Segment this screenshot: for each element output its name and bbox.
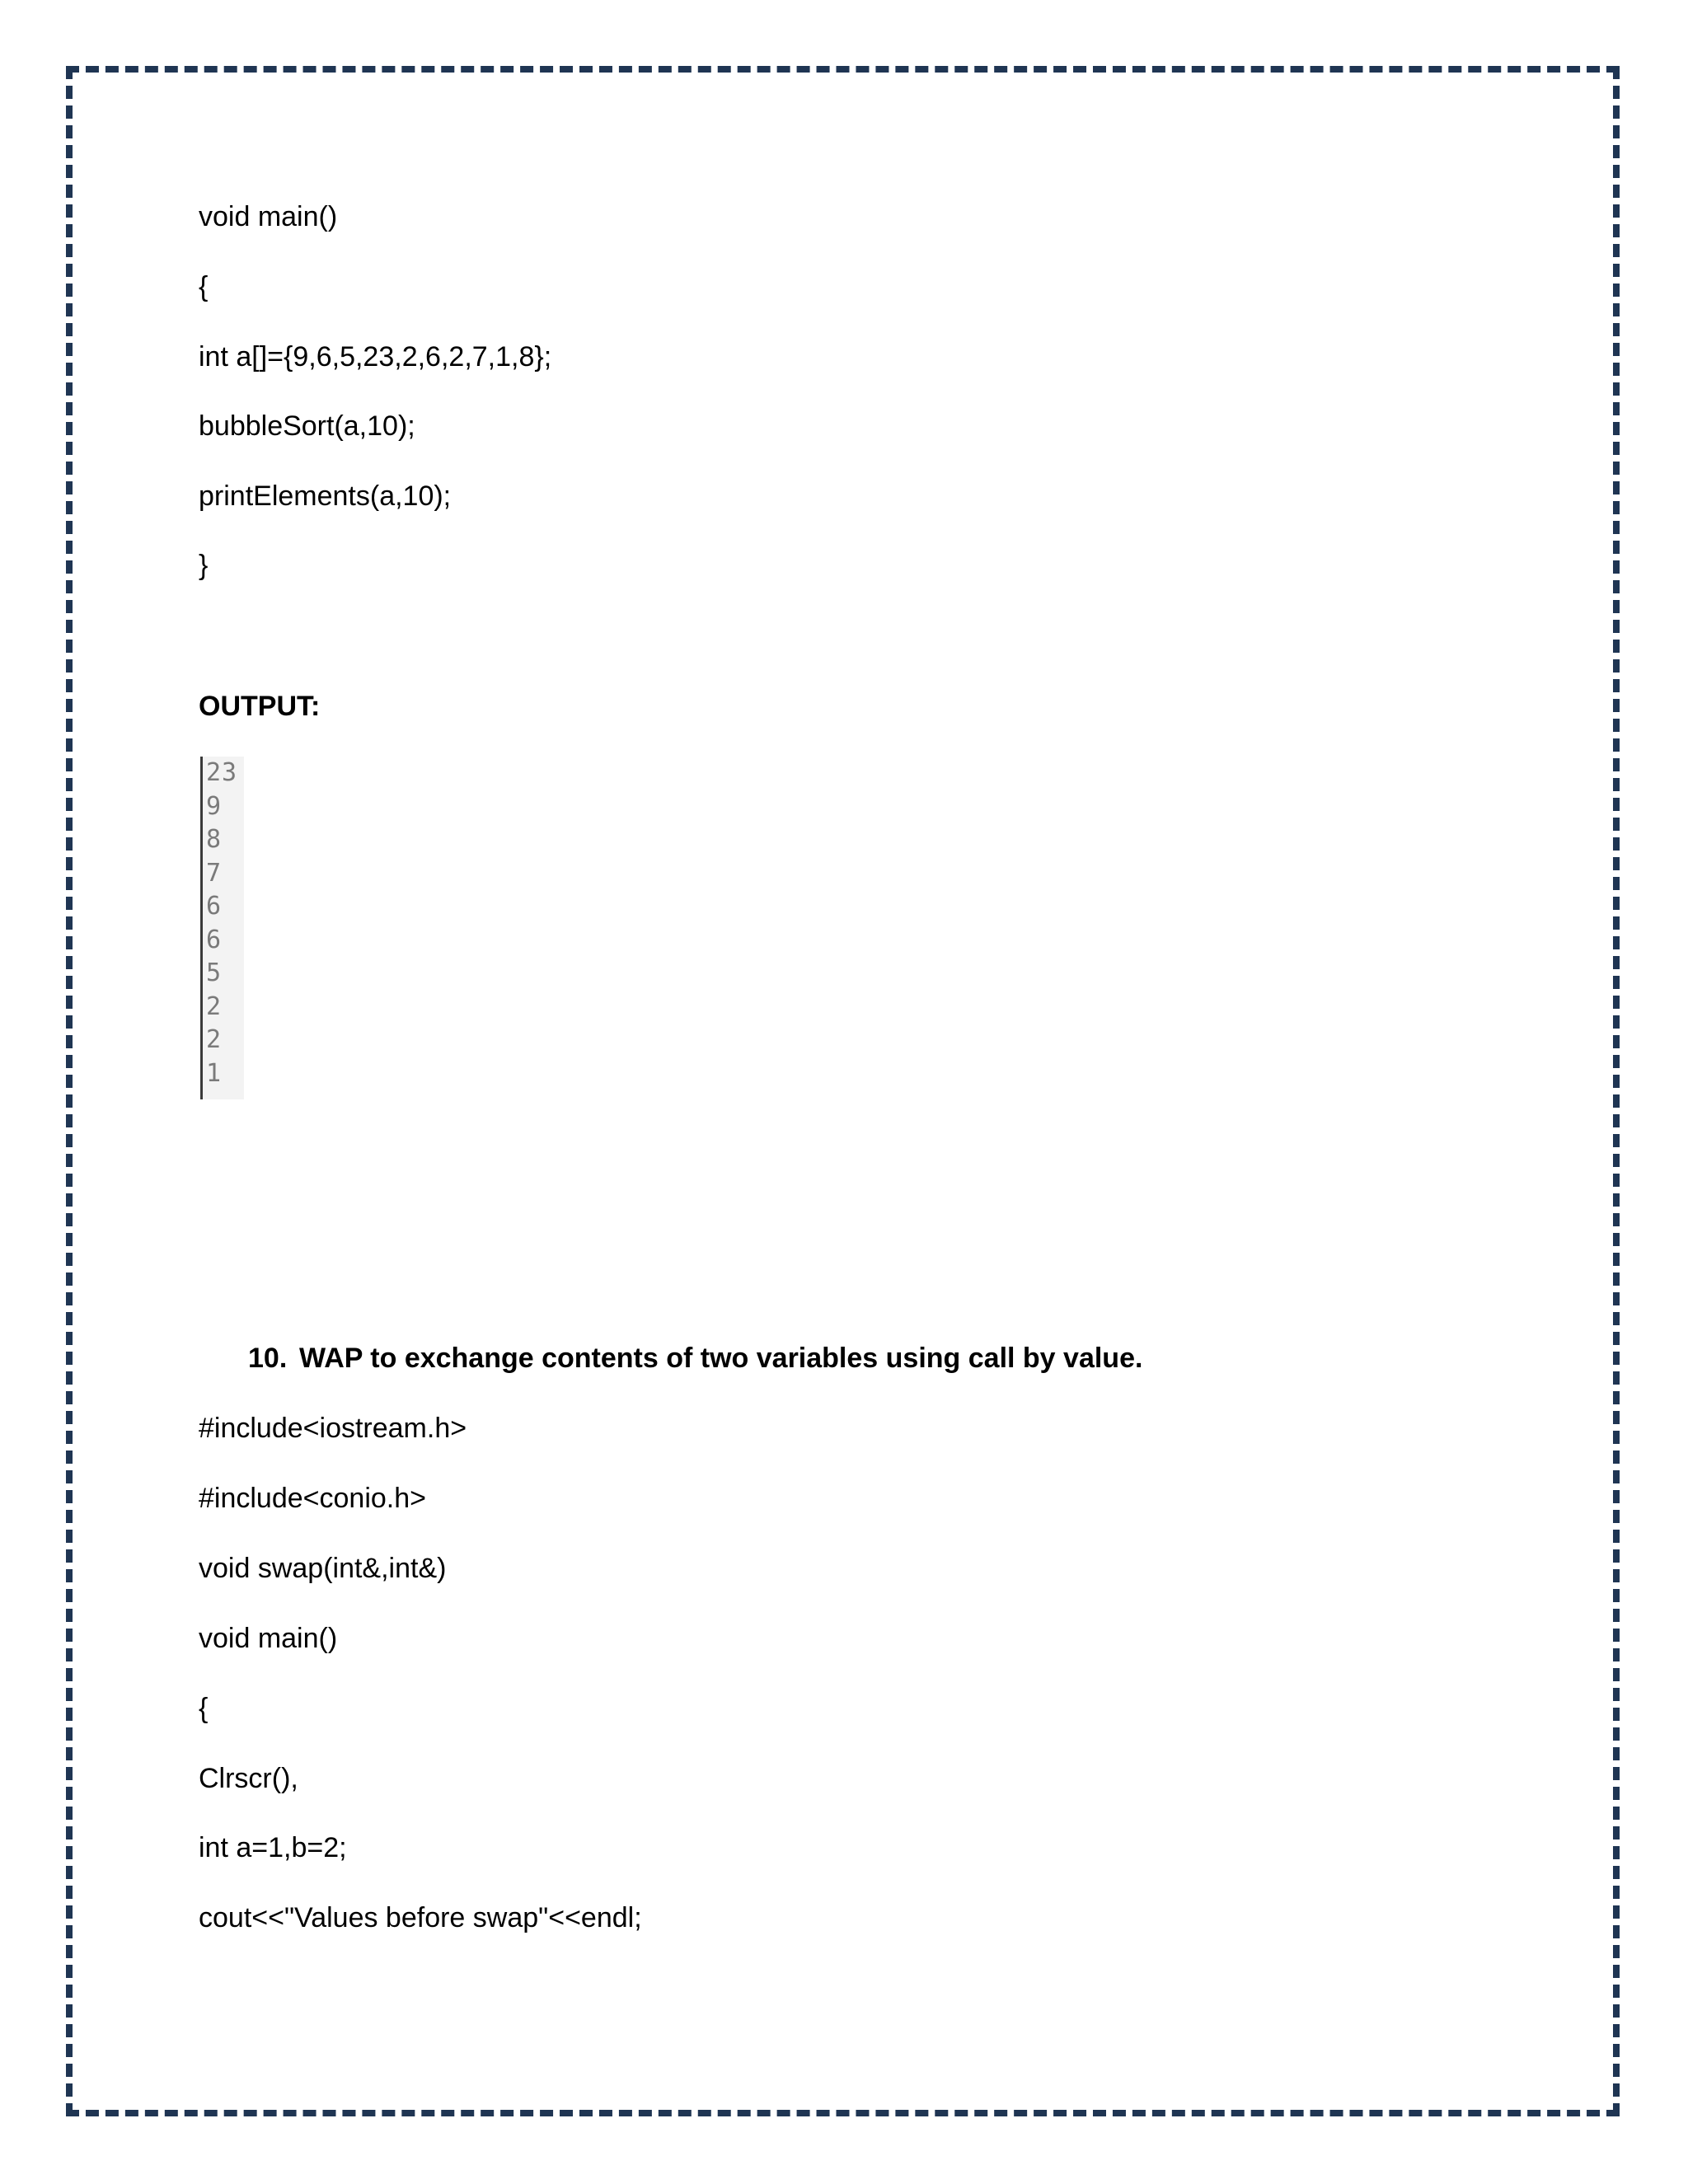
- code-line: {: [199, 271, 209, 302]
- code-line: void main(): [199, 1623, 338, 1654]
- code-line: #include<iostream.h>: [199, 1413, 467, 1444]
- output-value: 8: [206, 825, 223, 854]
- section-title: WAP to exchange contents of two variables using call by value.: [299, 1343, 1143, 1374]
- code-line: bubbleSort(a,10);: [199, 410, 415, 442]
- code-line: void main(): [199, 201, 338, 232]
- code-line: }: [199, 550, 209, 581]
- section-number: 10.: [248, 1343, 288, 1374]
- code-line: printElements(a,10);: [199, 480, 452, 512]
- output-value: 7: [206, 858, 223, 888]
- code-line: cout<<"Values before swap"<<endl;: [199, 1902, 642, 1933]
- code-line: int a[]={9,6,5,23,2,6,2,7,1,8};: [199, 341, 552, 373]
- output-value: 5: [206, 958, 223, 987]
- output-value: 6: [206, 925, 223, 954]
- output-value: 9: [206, 791, 223, 821]
- page-border: [66, 66, 1620, 2116]
- output-value: 1: [206, 1058, 223, 1088]
- output-value: 6: [206, 892, 223, 921]
- output-value: 2: [206, 1025, 223, 1054]
- code-line: {: [199, 1693, 209, 1724]
- code-line: Clrscr(),: [199, 1763, 298, 1794]
- code-line: int a=1,b=2;: [199, 1832, 347, 1863]
- code-line: void swap(int&,int&): [199, 1553, 447, 1584]
- code-line: #include<conio.h>: [199, 1483, 427, 1514]
- output-label: OUTPUT:: [199, 691, 321, 722]
- output-value: 2: [206, 991, 223, 1021]
- output-value: 23: [206, 758, 238, 787]
- section-heading: [248, 1342, 1142, 1375]
- output-console: [200, 757, 244, 1099]
